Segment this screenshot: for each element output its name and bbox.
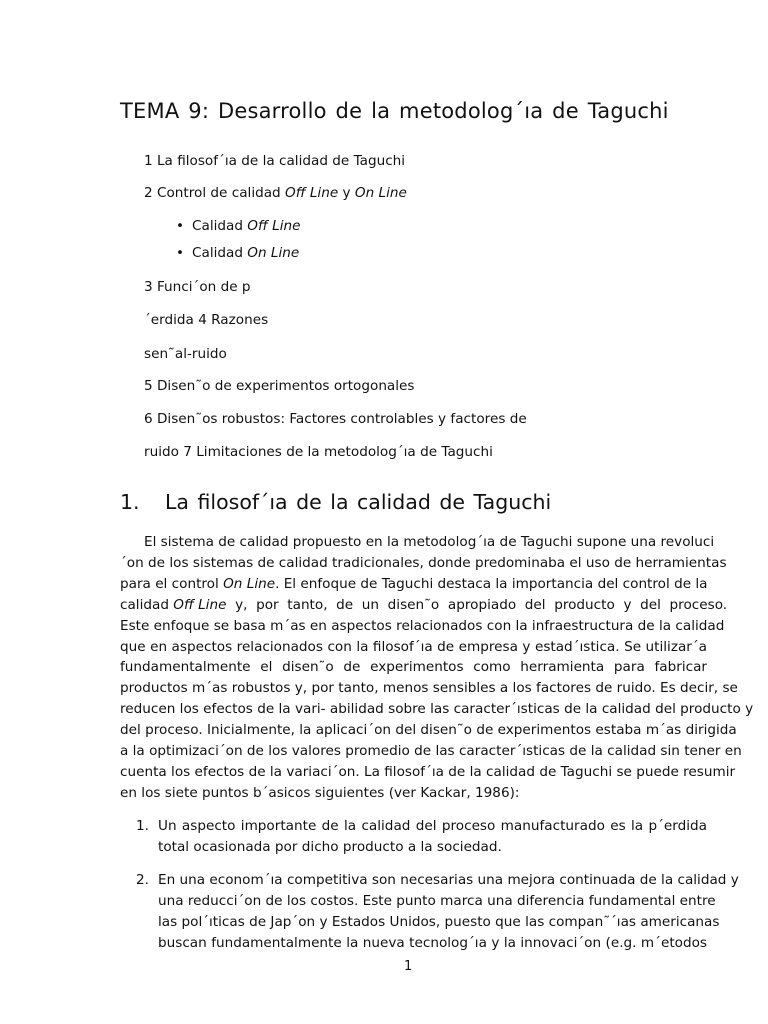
paragraph-line: El sistema de calidad propuesto en la metodolog´ıa de Taguchi supone una revoluci xyxy=(144,534,715,550)
paragraph-line: reducen los efectos de la vari- abilidad sobre las caracter´ısticas de la calidad del producto y xyxy=(120,701,754,718)
toc-subitem-offline-italic: Off Line xyxy=(247,218,301,234)
list-item-line: En una econom´ıa competitiva son necesarias una mejora continuada de la calidad y xyxy=(158,872,739,888)
toc-item-1: 1 La filosof´ıa de la calidad de Taguchi xyxy=(144,153,406,169)
toc-line-4: ´erdida 4 Razones xyxy=(144,312,269,328)
paragraph-line: del proceso. Inicialmente, la aplicaci´on del disen˜o de experimentos estaba m´as dirigida xyxy=(120,722,737,739)
toc-item-2 xyxy=(144,185,407,201)
toc-item-2-online: On Line xyxy=(354,185,407,201)
text-run: y, por tanto, de un disen˜o apropiado del producto y del proceso. xyxy=(226,596,728,613)
toc-line-8: ruido 7 Limitaciones de la metodolog´ıa de Taguchi xyxy=(144,444,493,460)
list-item-line: total ocasionada por dicho producto a la sociedad. xyxy=(158,839,502,855)
list-item xyxy=(136,816,707,858)
list-item xyxy=(136,870,739,954)
italic-run: On Line xyxy=(223,575,276,592)
toc-item-2-connector: y xyxy=(338,185,355,201)
text-run: calidad xyxy=(120,596,174,613)
chapter-title: TEMA 9: Desarrollo de la metodolog´ıa de Taguchi xyxy=(120,99,669,123)
toc-item-2-text: 2 Control de calidad xyxy=(144,185,286,201)
numbered-list xyxy=(136,816,739,954)
list-item-line: buscan fundamentalmente la nueva tecnolog´ıa y la innovaci´on (e.g. m´etodos xyxy=(158,935,707,951)
paragraph-line: productos m´as robustos y, por tanto, menos sensibles a los factores de ruido. Es decir, se xyxy=(120,680,738,697)
text-run: para el control xyxy=(120,575,224,592)
list-item-line: una reducci´on de los costos. Este punto marca una diferencia fundamental entre xyxy=(158,893,716,909)
toc-subitem-online xyxy=(176,245,299,261)
paragraph-line: cuenta los efectos de la variaci´on. La filosof´ıa de la calidad de Taguchi se puede resumir xyxy=(120,763,736,780)
page-number: 1 xyxy=(404,959,413,974)
text-run: . El enfoque de Taguchi destaca la importancia del control de la xyxy=(275,575,708,592)
paragraph-line: Este enfoque se basa m´as en aspectos relacionados con la infraestructura de la calidad xyxy=(120,617,725,634)
list-item-line: las pol´ıticas de Jap´on y Estados Unidos, puesto que las compan˜´ıas americanas xyxy=(158,914,720,930)
bullet-icon: • xyxy=(176,245,185,261)
list-item-number: 2. xyxy=(136,872,149,888)
section-number: 1. xyxy=(120,490,140,514)
paragraph-line: que en aspectos relacionados con la filosof´ıa de empresa y estad´ıstica. Se utilizar´a xyxy=(120,638,707,655)
toc-line-3: 3 Funci´on de p xyxy=(144,279,251,295)
toc-subitem-online-italic: On Line xyxy=(247,245,300,261)
paragraph-line xyxy=(120,595,728,616)
paragraph-line: fundamentalmente el disen˜o de experimentos como herramienta para fabricar xyxy=(120,659,707,676)
bullet-icon: • xyxy=(176,218,185,234)
section-title: La filosof´ıa de la calidad de Taguchi xyxy=(165,490,552,514)
paragraph-line xyxy=(120,574,707,595)
toc-subitem-online-text: Calidad xyxy=(192,245,248,261)
toc-line-7: 6 Disen˜os robustos: Factores controlables y factores de xyxy=(144,411,527,427)
list-item-number: 1. xyxy=(136,818,149,834)
italic-run: Off Line xyxy=(173,596,227,613)
list-item-line: Un aspecto importante de la calidad del proceso manufacturado es la p´erdida xyxy=(158,818,707,834)
body-paragraph xyxy=(120,532,754,804)
toc-line-6: 5 Disen˜o de experimentos ortogonales xyxy=(144,378,415,394)
paragraph-line: a la optimizaci´on de los valores promedio de las caracter´ısticas de la calidad sin tener en xyxy=(120,743,742,760)
toc-subitem-offline-text: Calidad xyxy=(192,218,248,234)
paragraph-line: en los siete puntos b´asicos siguientes (ver Kackar, 1986): xyxy=(120,784,520,801)
section-heading xyxy=(120,490,551,514)
paragraph-line: ´on de los sistemas de calidad tradicionales, donde predominaba el uso de herramientas xyxy=(120,554,727,571)
toc-line-5: sen˜al-ruido xyxy=(144,346,227,362)
toc-subitem-offline xyxy=(176,218,300,234)
toc-item-2-offline: Off Line xyxy=(285,185,339,201)
